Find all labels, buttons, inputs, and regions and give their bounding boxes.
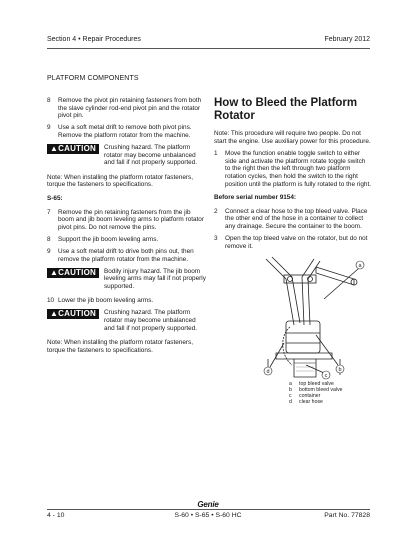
legend-key: b bbox=[289, 386, 292, 393]
caution-block bbox=[47, 309, 206, 332]
step-text: Lower the jib boom leveling arms. bbox=[58, 297, 154, 305]
footer-models: S-60 • S-65 • S-60 HC bbox=[174, 512, 242, 519]
header-section: Section 4 • Repair Procedures bbox=[47, 36, 141, 43]
header-rule bbox=[47, 48, 370, 49]
right-column bbox=[214, 97, 372, 417]
legend-key: c bbox=[289, 392, 292, 399]
brand-logo: Genie bbox=[197, 500, 219, 509]
figure-legend bbox=[289, 381, 343, 405]
caution-label: CAUTION bbox=[58, 267, 96, 277]
step-9-s65 bbox=[47, 248, 206, 263]
step-text: Use a soft metal drift to drive both pins out, then remove the platform rotator from the machine. bbox=[58, 247, 194, 263]
caution-badge: ▲CAUTION bbox=[47, 144, 99, 154]
section-title: PLATFORM COMPONENTS bbox=[47, 75, 139, 82]
legend-key: a bbox=[289, 380, 292, 387]
caution-label: CAUTION bbox=[58, 309, 96, 319]
step-number: 9 bbox=[47, 247, 51, 255]
caution-text: Crushing hazard. The platform rotator may become unbalanced and fall if not properly supported. bbox=[103, 309, 198, 332]
callout-a: a bbox=[358, 262, 362, 269]
legend-label: bottom bleed valve bbox=[299, 386, 343, 393]
serial-subheading: Before serial number 9154: bbox=[214, 194, 297, 202]
procedure-heading: How to Bleed the Platform Rotator bbox=[214, 97, 358, 122]
model-subheading: S-65: bbox=[47, 194, 63, 202]
step-text: Support the jib boom leveling arms. bbox=[58, 235, 159, 243]
step-text: Remove the pin retaining fasteners from the jib boom and jib boom leveling arms to platform rotator pivot pins. Do not remove the pins. bbox=[58, 208, 204, 231]
legend-key: d bbox=[289, 398, 292, 405]
note-paragraph: Note: When installing the platform rotator fasteners, torque the fasteners to specifications. bbox=[47, 339, 193, 354]
note-paragraph: Note: This procedure will require two people. Do not start the engine. Use auxiliary power for this procedure. bbox=[214, 130, 371, 145]
step-number: 10 bbox=[47, 297, 55, 305]
caution-badge: ▲CAUTION bbox=[47, 309, 99, 319]
caution-text: Crushing hazard. The platform rotator may become unbalanced and fall if not properly supported. bbox=[103, 143, 198, 167]
legend-label: top bleed valve bbox=[299, 380, 334, 387]
step-number: 8 bbox=[47, 235, 51, 243]
note-paragraph: Note: When installing the platform rotator fasteners, torque the fasteners to specifications. bbox=[47, 173, 193, 189]
footer-rule bbox=[47, 509, 370, 510]
callout-b: b bbox=[338, 366, 342, 373]
step-1 bbox=[214, 150, 372, 188]
step-9 bbox=[47, 124, 206, 139]
header-date: February 2012 bbox=[324, 36, 370, 43]
caution-block bbox=[47, 144, 206, 167]
caution-block bbox=[47, 268, 206, 291]
footer-page-number: 4 - 10 bbox=[47, 512, 65, 519]
step-text: Remove the pivot pin retaining fasteners from both the slave cylinder rod-end pivot pin and the rotator pivot pin. bbox=[58, 97, 202, 120]
step-text: Open the top bleed valve on the rotator, but do not remove it. bbox=[225, 235, 368, 250]
step-8 bbox=[47, 97, 206, 120]
step-10 bbox=[47, 297, 206, 305]
footer-part-number: Part No. 77828 bbox=[324, 512, 370, 519]
step-2 bbox=[214, 208, 372, 231]
step-number: 9 bbox=[47, 124, 51, 132]
left-column bbox=[47, 97, 206, 359]
legend-label: clear hose bbox=[299, 398, 323, 405]
rotator-bleed-figure bbox=[254, 255, 374, 417]
step-text: Connect a clear hose to the top bleed valve. Place the other end of the hose in a container to collect any drainage. Secure the container to the boom. bbox=[225, 207, 368, 230]
step-number: 7 bbox=[47, 208, 51, 216]
caution-badge: ▲CAUTION bbox=[47, 268, 99, 278]
caution-label: CAUTION bbox=[58, 143, 96, 153]
step-number: 1 bbox=[214, 150, 218, 158]
step-3 bbox=[214, 235, 372, 250]
step-number: 2 bbox=[214, 207, 218, 215]
caution-text: Bodily injury hazard. The jib boom leveling arms may fall if not properly supported. bbox=[103, 267, 206, 290]
step-number: 3 bbox=[214, 235, 218, 243]
step-text: Move the function enable toggle switch to either side and activate the platform rotate toggle switch to the right then the left through two platform rotation cycles, then hold the switch to the right position until the platform is fully rotated to the right. bbox=[225, 150, 371, 188]
callout-c: c bbox=[324, 372, 328, 379]
legend-label: container bbox=[299, 392, 321, 399]
step-number: 8 bbox=[47, 97, 51, 104]
callout-d: d bbox=[266, 368, 270, 375]
step-8-s65 bbox=[47, 236, 206, 244]
rotator-illustration bbox=[254, 255, 374, 380]
step-text: Use a soft metal drift to remove both pivot pins. Remove the platform rotator from the machine. bbox=[58, 124, 192, 139]
step-7 bbox=[47, 209, 206, 232]
legend-row bbox=[289, 399, 343, 405]
